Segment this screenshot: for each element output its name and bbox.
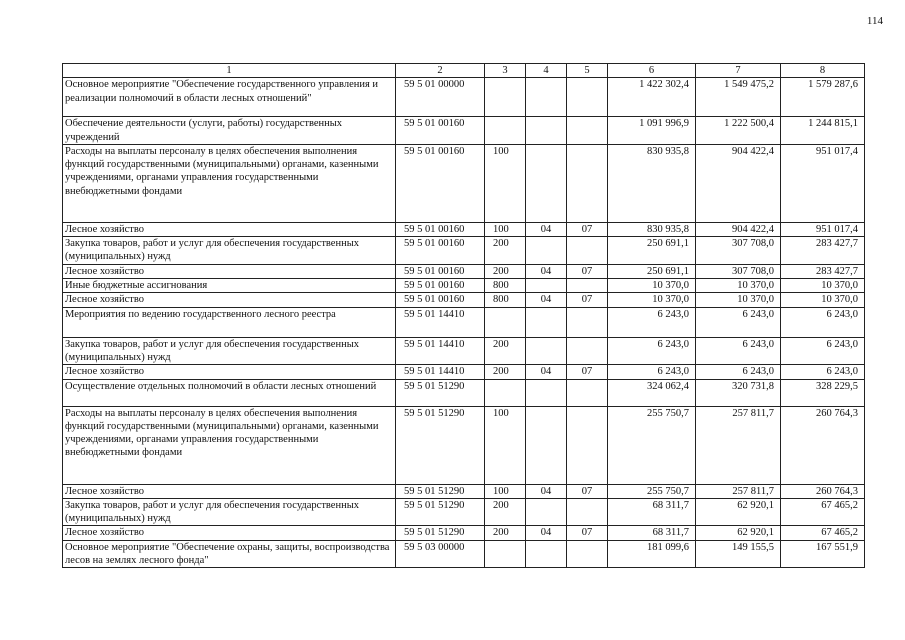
amount-col6: 68 311,7 bbox=[608, 498, 696, 526]
section bbox=[526, 237, 567, 265]
table-row bbox=[63, 293, 865, 307]
amount-col8: 1 579 287,6 bbox=[781, 78, 865, 117]
row-name: Лесное хозяйство bbox=[63, 526, 396, 540]
amount-col8: 6 243,0 bbox=[781, 337, 865, 365]
subsection bbox=[567, 406, 608, 484]
expense-type bbox=[485, 307, 526, 337]
section bbox=[526, 337, 567, 365]
expense-type bbox=[485, 117, 526, 145]
amount-col7: 6 243,0 bbox=[696, 307, 781, 337]
amount-col8: 328 229,5 bbox=[781, 379, 865, 406]
section: 04 bbox=[526, 484, 567, 498]
row-name: Закупка товаров, работ и услуг для обеспечения государственных (муниципальных) нужд bbox=[63, 498, 396, 526]
amount-col8: 283 427,7 bbox=[781, 264, 865, 278]
section bbox=[526, 144, 567, 222]
expense-type: 800 bbox=[485, 293, 526, 307]
amount-col7: 257 811,7 bbox=[696, 484, 781, 498]
expense-type bbox=[485, 540, 526, 568]
table-row bbox=[63, 379, 865, 406]
column-header: 8 bbox=[781, 64, 865, 78]
target-code: 59 5 01 14410 bbox=[396, 307, 485, 337]
header-row bbox=[63, 64, 865, 78]
amount-col8: 1 244 815,1 bbox=[781, 117, 865, 145]
budget-table bbox=[62, 63, 865, 568]
column-header: 6 bbox=[608, 64, 696, 78]
expense-type: 200 bbox=[485, 237, 526, 265]
amount-col7: 320 731,8 bbox=[696, 379, 781, 406]
column-header: 4 bbox=[526, 64, 567, 78]
target-code: 59 5 01 51290 bbox=[396, 498, 485, 526]
subsection bbox=[567, 144, 608, 222]
section: 04 bbox=[526, 264, 567, 278]
subsection: 07 bbox=[567, 484, 608, 498]
amount-col7: 6 243,0 bbox=[696, 365, 781, 379]
page-number: 114 bbox=[866, 15, 883, 27]
amount-col6: 1 091 996,9 bbox=[608, 117, 696, 145]
subsection: 07 bbox=[567, 222, 608, 236]
row-name: Лесное хозяйство bbox=[63, 365, 396, 379]
column-header: 1 bbox=[63, 64, 396, 78]
column-header: 2 bbox=[396, 64, 485, 78]
row-name: Осуществление отдельных полномочий в области лесных отношений bbox=[63, 379, 396, 406]
amount-col6: 6 243,0 bbox=[608, 337, 696, 365]
expense-type: 100 bbox=[485, 406, 526, 484]
target-code: 59 5 01 00160 bbox=[396, 279, 485, 293]
table-row bbox=[63, 498, 865, 526]
row-name: Мероприятия по ведению государственного лесного реестра bbox=[63, 307, 396, 337]
amount-col8: 260 764,3 bbox=[781, 406, 865, 484]
table-row bbox=[63, 144, 865, 222]
amount-col7: 62 920,1 bbox=[696, 526, 781, 540]
target-code: 59 5 01 14410 bbox=[396, 365, 485, 379]
table-row bbox=[63, 279, 865, 293]
section: 04 bbox=[526, 293, 567, 307]
expense-type: 100 bbox=[485, 484, 526, 498]
table-row bbox=[63, 406, 865, 484]
section bbox=[526, 307, 567, 337]
amount-col7: 6 243,0 bbox=[696, 337, 781, 365]
amount-col7: 62 920,1 bbox=[696, 498, 781, 526]
amount-col7: 10 370,0 bbox=[696, 293, 781, 307]
amount-col8: 951 017,4 bbox=[781, 144, 865, 222]
section: 04 bbox=[526, 365, 567, 379]
expense-type: 100 bbox=[485, 144, 526, 222]
amount-col8: 6 243,0 bbox=[781, 307, 865, 337]
amount-col7: 1 222 500,4 bbox=[696, 117, 781, 145]
amount-col8: 67 465,2 bbox=[781, 498, 865, 526]
target-code: 59 5 01 00160 bbox=[396, 237, 485, 265]
amount-col6: 6 243,0 bbox=[608, 365, 696, 379]
amount-col6: 1 422 302,4 bbox=[608, 78, 696, 117]
row-name: Обеспечение деятельности (услуги, работы) государственных учреждений bbox=[63, 117, 396, 145]
amount-col6: 830 935,8 bbox=[608, 144, 696, 222]
table-row bbox=[63, 337, 865, 365]
target-code: 59 5 01 51290 bbox=[396, 406, 485, 484]
row-name: Основное мероприятие "Обеспечение охраны, защиты, воспроизводства лесов на землях лесного фонда" bbox=[63, 540, 396, 568]
subsection bbox=[567, 498, 608, 526]
table-row bbox=[63, 526, 865, 540]
amount-col6: 250 691,1 bbox=[608, 264, 696, 278]
row-name: Лесное хозяйство bbox=[63, 222, 396, 236]
section bbox=[526, 117, 567, 145]
amount-col8: 951 017,4 bbox=[781, 222, 865, 236]
amount-col7: 149 155,5 bbox=[696, 540, 781, 568]
expense-type: 800 bbox=[485, 279, 526, 293]
subsection bbox=[567, 540, 608, 568]
expense-type bbox=[485, 379, 526, 406]
table-row bbox=[63, 78, 865, 117]
amount-col7: 307 708,0 bbox=[696, 264, 781, 278]
row-name: Закупка товаров, работ и услуг для обеспечения государственных (муниципальных) нужд bbox=[63, 337, 396, 365]
amount-col8: 67 465,2 bbox=[781, 526, 865, 540]
target-code: 59 5 03 00000 bbox=[396, 540, 485, 568]
amount-col6: 181 099,6 bbox=[608, 540, 696, 568]
table-row bbox=[63, 484, 865, 498]
amount-col7: 10 370,0 bbox=[696, 279, 781, 293]
amount-col7: 1 549 475,2 bbox=[696, 78, 781, 117]
row-name: Иные бюджетные ассигнования bbox=[63, 279, 396, 293]
row-name: Лесное хозяйство bbox=[63, 264, 396, 278]
expense-type: 200 bbox=[485, 365, 526, 379]
row-name: Закупка товаров, работ и услуг для обеспечения государственных (муниципальных) нужд bbox=[63, 237, 396, 265]
subsection: 07 bbox=[567, 264, 608, 278]
amount-col6: 255 750,7 bbox=[608, 484, 696, 498]
section: 04 bbox=[526, 526, 567, 540]
target-code: 59 5 01 51290 bbox=[396, 379, 485, 406]
target-code: 59 5 01 00160 bbox=[396, 222, 485, 236]
table-row bbox=[63, 237, 865, 265]
expense-type: 200 bbox=[485, 264, 526, 278]
section bbox=[526, 498, 567, 526]
table-row bbox=[63, 117, 865, 145]
target-code: 59 5 01 00160 bbox=[396, 144, 485, 222]
target-code: 59 5 01 51290 bbox=[396, 526, 485, 540]
row-name: Лесное хозяйство bbox=[63, 293, 396, 307]
amount-col8: 6 243,0 bbox=[781, 365, 865, 379]
target-code: 59 5 01 00000 bbox=[396, 78, 485, 117]
subsection: 07 bbox=[567, 365, 608, 379]
amount-col6: 830 935,8 bbox=[608, 222, 696, 236]
expense-type: 200 bbox=[485, 526, 526, 540]
amount-col6: 250 691,1 bbox=[608, 237, 696, 265]
subsection: 07 bbox=[567, 526, 608, 540]
amount-col6: 68 311,7 bbox=[608, 526, 696, 540]
subsection bbox=[567, 117, 608, 145]
section bbox=[526, 540, 567, 568]
table-row bbox=[63, 307, 865, 337]
subsection bbox=[567, 379, 608, 406]
expense-type bbox=[485, 78, 526, 117]
target-code: 59 5 01 00160 bbox=[396, 264, 485, 278]
row-name: Расходы на выплаты персоналу в целях обеспечения выполнения функций государственными (муниципальными) органами, казенными учреждениями, органами управления государственными внебюджетными фондами bbox=[63, 144, 396, 222]
subsection bbox=[567, 78, 608, 117]
row-name: Расходы на выплаты персоналу в целях обеспечения выполнения функций государственными (муниципальными) органами, казенными учреждениями, органами управления государственными внебюджетными фондами bbox=[63, 406, 396, 484]
amount-col6: 324 062,4 bbox=[608, 379, 696, 406]
amount-col8: 10 370,0 bbox=[781, 279, 865, 293]
subsection bbox=[567, 237, 608, 265]
row-name: Основное мероприятие "Обеспечение государственного управления и реализации полномочий в области лесных отношений" bbox=[63, 78, 396, 117]
amount-col7: 257 811,7 bbox=[696, 406, 781, 484]
subsection bbox=[567, 279, 608, 293]
amount-col7: 307 708,0 bbox=[696, 237, 781, 265]
column-header: 7 bbox=[696, 64, 781, 78]
amount-col6: 10 370,0 bbox=[608, 279, 696, 293]
amount-col7: 904 422,4 bbox=[696, 222, 781, 236]
row-name: Лесное хозяйство bbox=[63, 484, 396, 498]
column-header: 3 bbox=[485, 64, 526, 78]
table-row bbox=[63, 540, 865, 568]
amount-col6: 6 243,0 bbox=[608, 307, 696, 337]
target-code: 59 5 01 14410 bbox=[396, 337, 485, 365]
column-header: 5 bbox=[567, 64, 608, 78]
table-row bbox=[63, 264, 865, 278]
subsection bbox=[567, 337, 608, 365]
amount-col8: 167 551,9 bbox=[781, 540, 865, 568]
section bbox=[526, 406, 567, 484]
table-row bbox=[63, 222, 865, 236]
section bbox=[526, 78, 567, 117]
amount-col6: 10 370,0 bbox=[608, 293, 696, 307]
target-code: 59 5 01 00160 bbox=[396, 117, 485, 145]
section bbox=[526, 379, 567, 406]
amount-col8: 10 370,0 bbox=[781, 293, 865, 307]
subsection: 07 bbox=[567, 293, 608, 307]
subsection bbox=[567, 307, 608, 337]
table-row bbox=[63, 365, 865, 379]
expense-type: 200 bbox=[485, 498, 526, 526]
expense-type: 100 bbox=[485, 222, 526, 236]
amount-col6: 255 750,7 bbox=[608, 406, 696, 484]
target-code: 59 5 01 51290 bbox=[396, 484, 485, 498]
expense-type: 200 bbox=[485, 337, 526, 365]
amount-col8: 283 427,7 bbox=[781, 237, 865, 265]
amount-col7: 904 422,4 bbox=[696, 144, 781, 222]
section bbox=[526, 279, 567, 293]
amount-col8: 260 764,3 bbox=[781, 484, 865, 498]
section: 04 bbox=[526, 222, 567, 236]
target-code: 59 5 01 00160 bbox=[396, 293, 485, 307]
